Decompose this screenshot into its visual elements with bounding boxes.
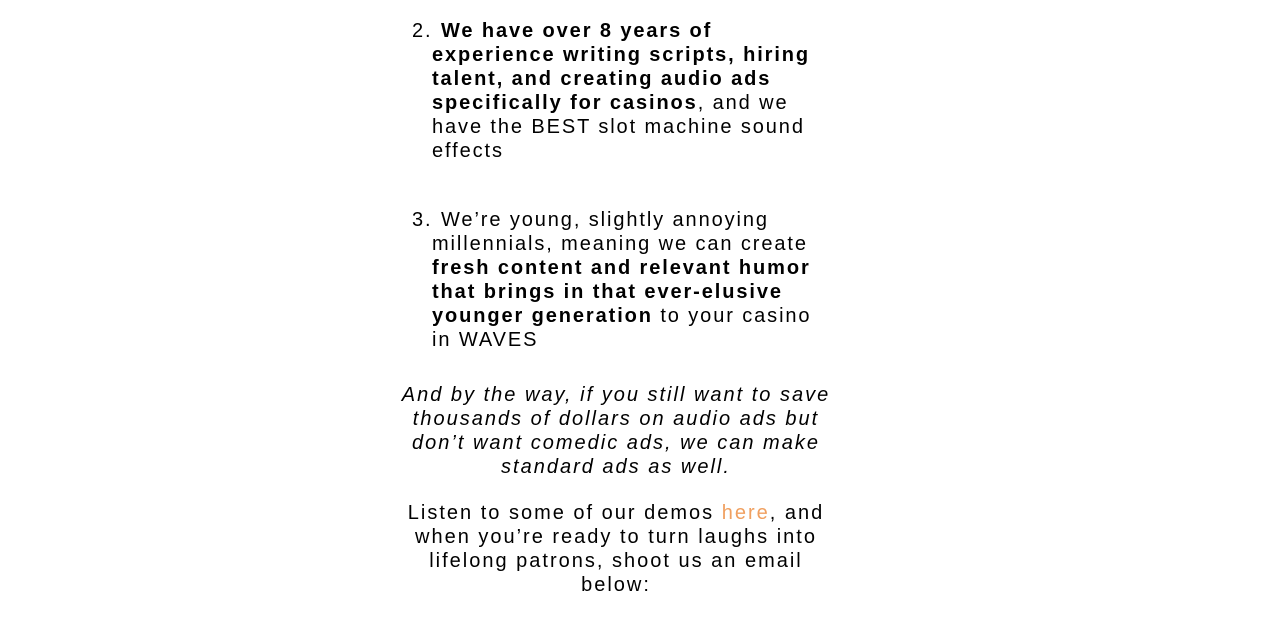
list-item-text xyxy=(396,209,811,351)
plain-text: , and we have the BEST slot machine sound effects xyxy=(432,92,805,162)
content-column xyxy=(396,19,836,597)
bold-text: fresh content and relevant humor that brings in that ever-elusive younger generation xyxy=(432,257,811,327)
list-item-3 xyxy=(396,208,836,352)
lead-text: We’re young, slightly annoying millennials, meaning we can create xyxy=(432,209,808,255)
cta-after-link: , and when you’re ready to turn laughs into lifelong patrons, shoot us an email below: xyxy=(415,502,825,596)
list-item-text xyxy=(396,20,810,162)
list-number: 2. xyxy=(412,20,433,42)
demos-call-to-action xyxy=(396,501,836,597)
bold-text: We have over 8 years of experience writing scripts, hiring talent, and creating audio ads specifically for casinos xyxy=(432,20,811,114)
demos-link[interactable]: here xyxy=(721,502,770,524)
list-number: 3. xyxy=(412,209,433,231)
standard-ads-note: And by the way, if you still want to save thousands of dollars on audio ads but don’t want comedic ads, we can make standard ads as well. xyxy=(401,384,831,478)
tail-text: to your casino in WAVES xyxy=(432,305,812,351)
list-item-2 xyxy=(396,19,836,163)
cta-before-link: Listen to some of our demos xyxy=(407,502,722,524)
